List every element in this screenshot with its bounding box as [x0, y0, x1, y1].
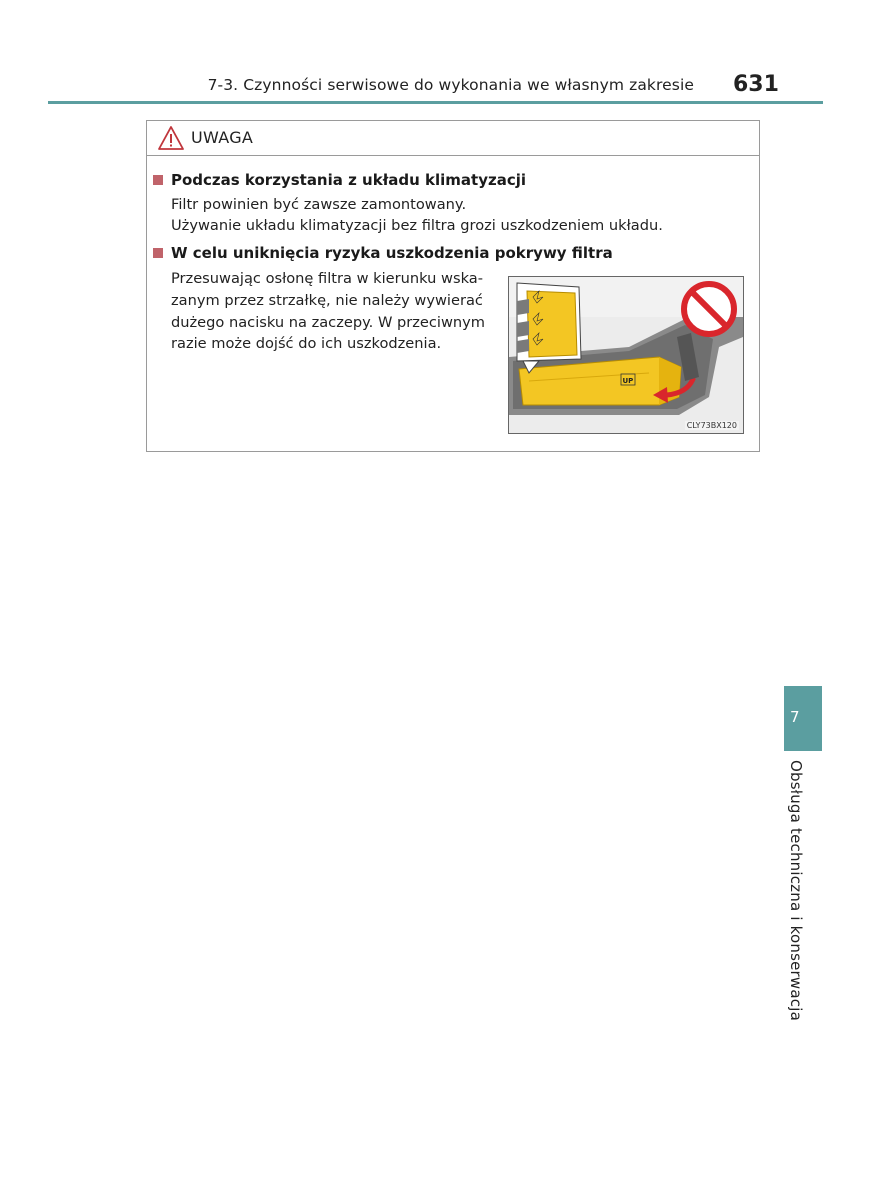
chapter-title: Obsługa techniczna i konserwacja	[787, 760, 805, 1021]
body-text-line: razie może dojść do ich uszkodzenia.	[171, 335, 442, 352]
section-heading-text: W celu uniknięcia ryzyka uszkodzenia pokrywy filtra	[171, 244, 613, 262]
warning-box	[146, 120, 760, 452]
chapter-number: 7	[790, 708, 800, 726]
page-number: 631	[733, 72, 779, 97]
chapter-tab	[784, 686, 822, 751]
filter-up-label: UP	[622, 377, 634, 385]
body-text-line: Przesuwając osłonę filtra w kierunku wska-	[171, 270, 483, 287]
filter-cover-illustration	[508, 276, 744, 434]
body-text-line: dużego nacisku na zaczepy. W przeciwnym	[171, 314, 486, 331]
bullet-square-icon	[153, 248, 163, 258]
body-text-line: Filtr powinien być zawsze zamontowany.	[171, 196, 467, 213]
body-text-line: Używanie układu klimatyzacji bez filtra grozi uszkodzeniem układu.	[171, 217, 663, 234]
section-heading-text: Podczas korzystania z układu klimatyzacji	[171, 171, 527, 189]
body-text-line: zanym przez strzałkę, nie należy wywierać	[171, 292, 483, 309]
section-heading	[153, 171, 526, 189]
section-title: 7-3. Czynności serwisowe do wykonania we własnym zakresie	[207, 76, 694, 94]
header-rule	[48, 101, 823, 104]
section-heading	[153, 244, 613, 262]
warning-header	[147, 121, 759, 156]
warning-triangle-icon	[157, 125, 185, 151]
warning-title: UWAGA	[191, 128, 254, 147]
image-code: CLY73BX120	[686, 421, 737, 430]
bullet-square-icon	[153, 175, 163, 185]
filter-cover-drawing	[509, 277, 743, 433]
